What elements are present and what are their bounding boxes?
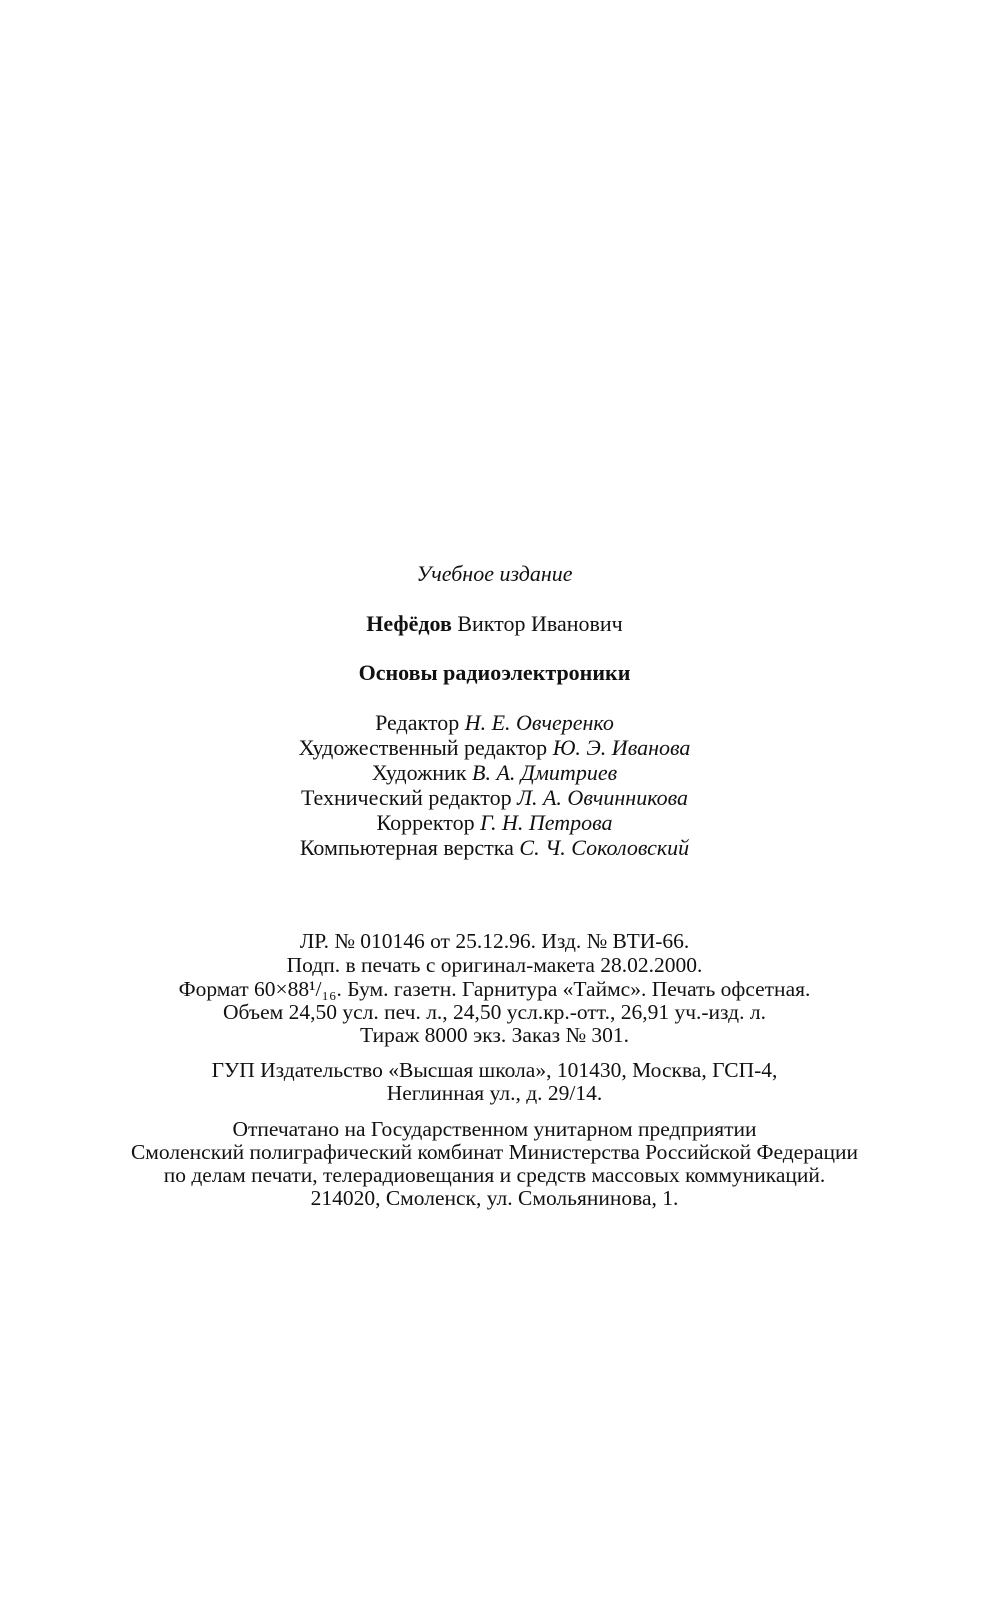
print-run-line: Тираж 8000 экз. Заказ № 301.	[360, 1023, 629, 1047]
credit-role: Редактор	[375, 710, 460, 735]
credit-role: Художественный редактор	[298, 735, 548, 760]
printer-line-4: 214020, Смоленск, ул. Смольянинова, 1.	[310, 1186, 679, 1210]
credit-person: Ю. Э. Иванова	[552, 735, 691, 760]
book-title: Основы радиоэлектроники	[358, 660, 631, 685]
credit-person: В. А. Дмитриев	[472, 760, 618, 785]
credit-role: Корректор	[376, 810, 475, 835]
credit-person: Н. Е. Овчеренко	[464, 710, 614, 735]
credit-person: Л. А. Овчинникова	[517, 785, 689, 810]
credit-role: Компьютерная верстка	[299, 835, 514, 860]
credit-proofreader	[0, 810, 989, 836]
edition-type: Учебное издание	[416, 561, 573, 586]
signed-line: Подп. в печать с оригинал-макета 28.02.2000.	[286, 953, 703, 977]
license-line: ЛР. № 010146 от 25.12.96. Изд. № ВТИ-66.	[299, 929, 690, 953]
credit-artist	[0, 760, 989, 786]
publisher-line-1: ГУП Издательство «Высшая школа», 101430, Москва, ГСП-4,	[211, 1058, 778, 1082]
author-surname: Нефёдов	[366, 611, 452, 636]
printer-line-3: по делам печати, телерадиовещания и средств массовых коммуникаций.	[163, 1163, 826, 1187]
publisher-line-2: Неглинная ул., д. 29/14.	[386, 1081, 603, 1105]
printer-line-2: Смоленский полиграфический комбинат Министерства Российской Федерации	[130, 1140, 859, 1164]
printer-line-1: Отпечатано на Государственном унитарном предприятии	[232, 1117, 757, 1141]
credit-person: Г. Н. Петрова	[480, 810, 613, 835]
credit-technical-editor	[0, 785, 989, 811]
credit-person: С. Ч. Соколовский	[519, 835, 690, 860]
volume-line: Объем 24,50 усл. печ. л., 24,50 усл.кр.-отт., 26,91 уч.-изд. л.	[223, 1000, 766, 1024]
author-given-names: Виктор Иванович	[457, 611, 623, 636]
credit-editor	[0, 710, 989, 736]
credit-role: Технический редактор	[300, 785, 512, 810]
credit-layout	[0, 835, 989, 861]
author-name	[0, 611, 989, 637]
credit-role: Художник	[371, 760, 467, 785]
credit-art-editor	[0, 735, 989, 761]
format-line: Формат 60×88¹/₁₆. Бум. газетн. Гарнитура «Таймс». Печать офсетная.	[178, 977, 811, 1001]
